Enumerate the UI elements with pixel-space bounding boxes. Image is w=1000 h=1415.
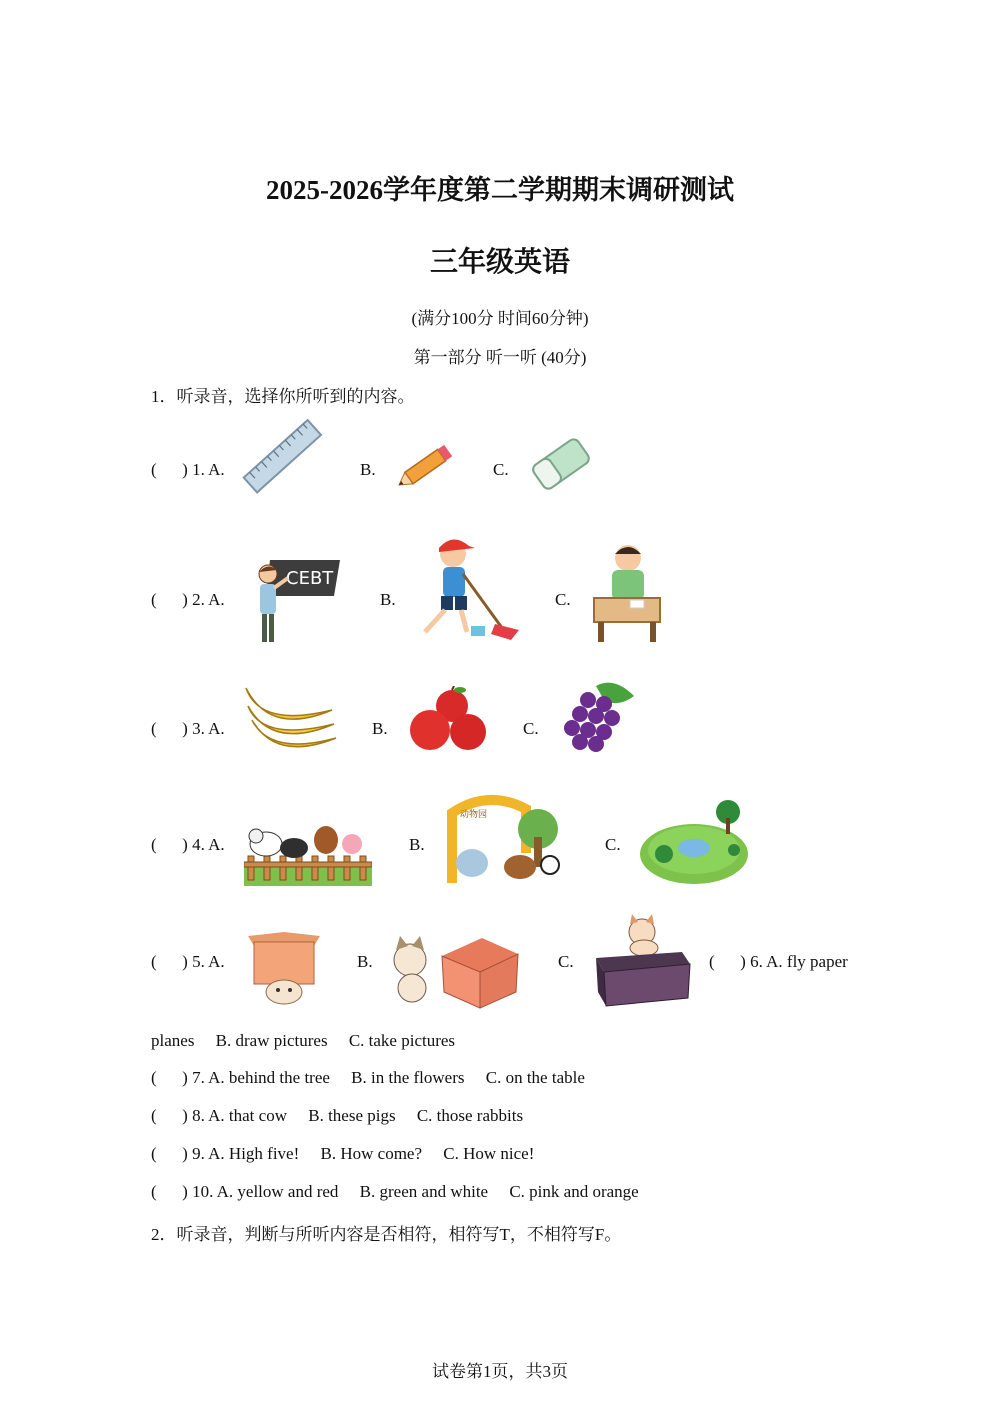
section1-instruction: 1．听录音，选择你所听到的内容。 — [151, 387, 415, 406]
question-10: ( ) 10. A. yellow and red B. green and white C. pink and orange — [151, 1182, 639, 1201]
question-7: ( ) 7. A. behind the tree B. in the flowers C. on the table — [151, 1068, 585, 1087]
question-8: ( ) 8. A. that cow B. these pigs C. those rabbits — [151, 1106, 524, 1125]
question-1-label: ( ) 1. A. — [151, 460, 225, 479]
question-5-option-b: B. — [357, 952, 373, 971]
zoo-icon — [446, 793, 564, 885]
part1-heading: 第一部分 听一听 (40分) — [413, 348, 587, 367]
question-4-option-b: B. — [409, 835, 425, 854]
eraser-icon — [526, 430, 596, 498]
question-2-option-c: C. — [555, 590, 571, 609]
exam-title: 2025-2026学年度第二学期期末调研测试 — [266, 175, 734, 205]
park-icon — [638, 798, 750, 888]
section2-instruction: 2．听录音，判断与所听内容是否相符，相符写T，不相符写F。 — [151, 1225, 622, 1244]
grapes-icon — [558, 678, 640, 754]
question-5-label: ( ) 5. A. — [151, 952, 225, 971]
question-9: ( ) 9. A. High five! B. How come? C. How nice! — [151, 1144, 535, 1163]
question-4-option-c: C. — [605, 835, 621, 854]
question-1-option-b: B. — [360, 460, 376, 479]
cat-under-box-icon — [244, 928, 324, 1008]
farm-icon — [244, 810, 372, 886]
apples-icon — [406, 686, 490, 754]
pencil-icon — [392, 438, 458, 498]
question-1-option-c: C. — [493, 460, 509, 479]
question-6-rest: planes B. draw pictures C. take pictures — [151, 1031, 456, 1050]
question-3-label: ( ) 3. A. — [151, 719, 225, 738]
page-footer: 试卷第1页，共3页 — [432, 1362, 568, 1381]
ruler-icon — [240, 416, 326, 498]
exam-subtitle: 三年级英语 — [429, 247, 570, 278]
question-6-start: ( ) 6. A. fly paper — [709, 952, 848, 971]
teacher-blackboard-icon — [244, 556, 344, 646]
question-3-option-c: C. — [523, 719, 539, 738]
question-3-option-b: B. — [372, 719, 388, 738]
exam-info: (满分100分 时间60分钟) — [411, 309, 589, 328]
svg-text:动物园: 动物园 — [460, 810, 488, 820]
boy-cleaning-desk-icon — [590, 540, 664, 644]
question-4-label: ( ) 4. A. — [151, 835, 225, 854]
boy-sweeping-icon — [415, 534, 521, 642]
cat-beside-box-icon — [390, 930, 522, 1010]
svg-text:CEBT: CEBT — [286, 568, 334, 589]
bananas-icon — [240, 680, 340, 756]
question-2-option-b: B. — [380, 590, 396, 609]
question-5-option-c: C. — [558, 952, 574, 971]
question-2-label: ( ) 2. A. — [151, 590, 225, 609]
cat-on-box-icon — [592, 914, 692, 1010]
